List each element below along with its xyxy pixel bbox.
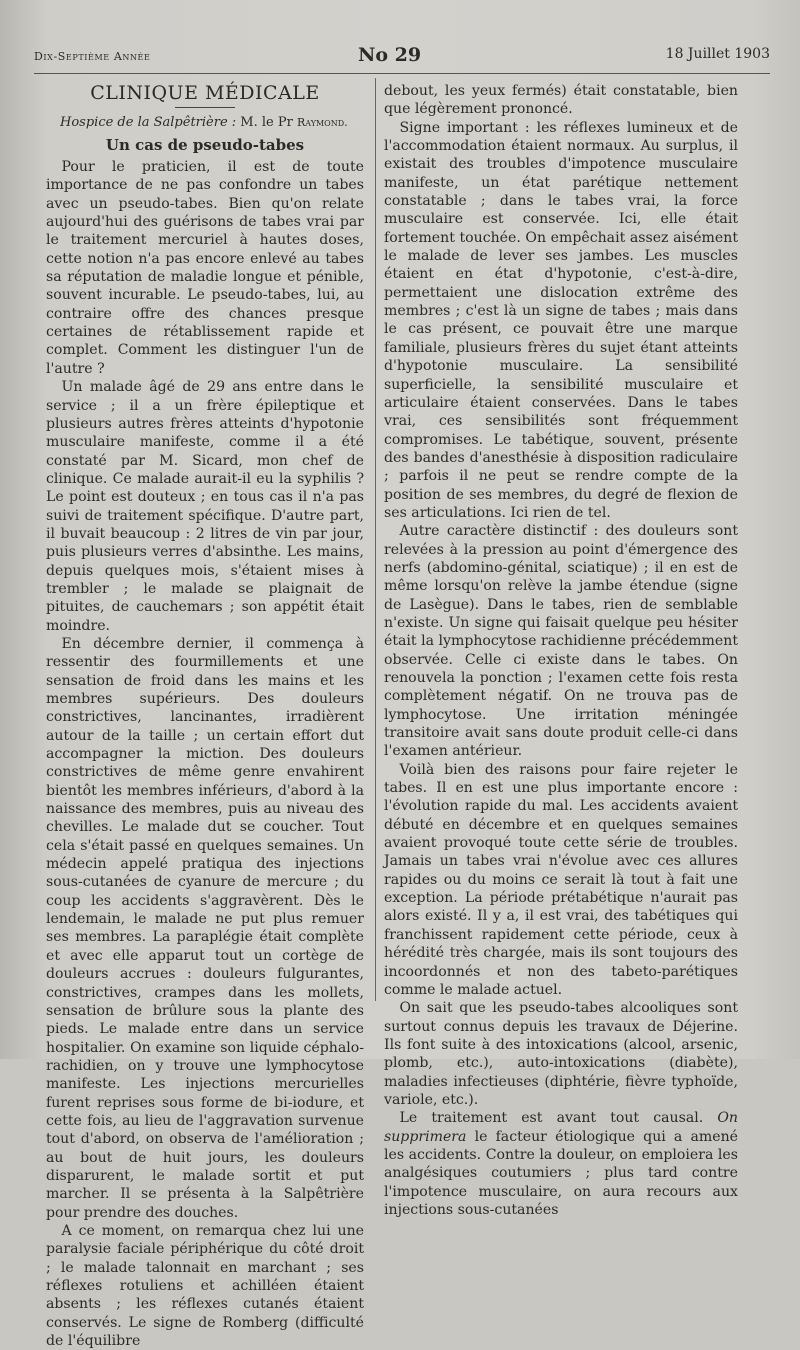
hospice-prefix: M. le Pr bbox=[236, 115, 297, 131]
section-title: CLINIQUE MÉDICALE bbox=[90, 82, 320, 104]
article-title: Un cas de pseudo-tabes bbox=[105, 135, 305, 154]
treatment-start: Le traitement est avant tout causal. bbox=[399, 1110, 718, 1127]
column-divider bbox=[375, 78, 376, 1001]
paragraph: En décembre dernier, il commença à ressentir des fourmillements et une sensation de froid dans les mains et les membres supérieurs. Des douleurs constrictives, lancinantes, irradièrent autour de la taille ; un certain effort dut accompagner la miction. Des douleurs constrictives de même genre envahirent bientôt les membres inférieurs, d'abord à la naissance des membres, puis au niveau des chevilles. Le malade dut se coucher. Tout cela s'était passé en quelques semaines. Un médecin appelé pratiqua des injections sous-cutanées de cyanure de mercure ; du coup les accidents s'aggravèrent. Dès le lendemain, le malade ne put plus remuer ses membres. La paraplégie était complète et avec elle apparut tout un cortège de douleurs accrues : douleurs fulgurantes, constrictives, crampes dans les mollets, sensation de brûlure sous la plante des pieds. Le malade entre dans un service hospitalier. On examine son liquide céphalo-rachidien, on y trouve une lymphocytose manifeste. Les injections mercurielles furent reprises sous forme de bi-iodure, et cette fois, au lieu de l'aggravation survenue tout d'abord, on observa de l'amélioration ; au bout de huit jours, les douleurs disparurent, le malade sortit et put marcher. Il se présenta à la Salpêtrière pour prendre des douches. bbox=[46, 635, 364, 1221]
paragraph-continued: debout, les yeux fermés) était constatable, bien que légèrement prononcé. bbox=[384, 83, 738, 118]
left-column bbox=[46, 82, 364, 1350]
paragraph: Pour le praticien, il est de toute importance de ne pas confondre un tabes avec un pseudo-tabes. Bien qu'on relate aujourd'hui des guérisons de tabes vrai par le traitement mercuriel à hautes doses, cette notion n'a pas encore enlevé au tabes sa réputation de maladie longue et pénible, souvent incurable. Le pseudo-tabes, lui, au contraire offre des chances presque certaines de rétablissement rapide et complet. Comment les distinguer l'un de l'autre ? bbox=[46, 159, 364, 377]
header-date: 18 Juillet 1903 bbox=[665, 46, 770, 62]
paragraph: Signe important : les réflexes lumineux et de l'accommodation étaient normaux. Au surplus, il existait des troubles d'impotence musculaire manifeste, un état parétique nettement constatable ; dans le tabes vrai, la force musculaire est conservée. Ici, elle était fortement touchée. On empêchait assez aisément le malade de lever ses jambes. Les muscles étaient en état d'hypotonie, c'est-à-dire, permettaient une dislocation extrême des membres ; c'est là un signe de tabes ; mais dans le cas présent, ce pouvait être une marque familiale, plusieurs frères du sujet étant atteints d'hypotonie musculaire. La sensibilité superficielle, la sensibilité musculaire et articulaire étaient conservées. Dans le tabes vrai, ces sensibilités sont fréquemment compromises. Le tabétique, souvent, présente des bandes d'anesthésie à disposition radiculaire ; parfois il ne peut se rendre compte de la position de ses membres, du degré de flexion de ses articulations. Ici rien de tel. bbox=[384, 119, 738, 521]
paragraph-treatment bbox=[384, 1109, 738, 1219]
hospice-place: Hospice de la Salpêtrière : bbox=[60, 115, 237, 131]
hospice-author: Raymond. bbox=[296, 116, 348, 130]
paragraph: Un malade âgé de 29 ans entre dans le service ; il a un frère épileptique et plusieurs autres frères atteints d'hypotonie musculaire manifeste, comme il a été constaté par M. Sicard, mon chef de clinique. Ce malade aurait-il eu la syphilis ? Le point est douteux ; en tous cas il n'a pas suivi de traitement spécifique. D'autre part, il buvait beaucoup : 2 litres de vin par jour, puis plusieurs verres d'absinthe. Les mains, depuis quelques mois, s'étaient mises à trembler ; le malade se plaignait de pituites, de cauchemars ; son appétit était moindre. bbox=[46, 379, 364, 634]
header-issue-number: No 29 bbox=[358, 44, 422, 66]
treatment-end: le facteur étiologique qui a amené les accidents. Contre la douleur, on emploiera les analgésiques coutumiers ; plus tard contre l'impotence musculaire, on aura recours aux injections sous-cutanées bbox=[384, 1128, 738, 1218]
paragraph: On sait que les pseudo-tabes alcooliques sont surtout connus depuis les travaux de Déjerine. Ils font suite à des intoxications (alcool, arsenic, plomb, etc.), auto-intoxications (diabète), maladies infectieuses (diphtérie, fièvre typhoïde, variole, etc.). bbox=[384, 1000, 738, 1108]
paragraph: Voilà bien des raisons pour faire rejeter le tabes. Il en est une plus importante encore : l'évolution rapide du mal. Les accidents avaient débuté en décembre et en quelques semaines avaient provoqué toute cette série de troubles. Jamais un tabes vrai n'évolue avec ces allures rapides ou du moins ce serait là tout à fait une exception. La période prétabétique n'aurait pas alors existé. Il y a, il est vrai, des tabétiques qui franchissent rapidement cette période, ceux à hérédité très chargée, mais ils sont toujours des incoordonnés et non des tabeto-parétiques comme le malade actuel. bbox=[384, 761, 738, 998]
paragraph: A ce moment, on remarqua chez lui une paralysie faciale périphérique du côté droit ; le malade talonnait en marchant ; ses réflexes rotuliens et achilléen étaient absents ; les réflexes cutanés étaient conservés. Le signe de Romberg (difficulté de l'équilibre bbox=[46, 1222, 364, 1350]
page-header bbox=[34, 44, 770, 70]
hospice-line bbox=[60, 114, 364, 132]
treatment-emphasis: On supprimera bbox=[384, 1110, 738, 1145]
right-column bbox=[384, 82, 738, 1219]
header-year: Dix-Septième Année bbox=[34, 50, 151, 63]
title-rule bbox=[175, 107, 235, 108]
header-rule bbox=[34, 73, 770, 74]
paragraph: Autre caractère distinctif : des douleurs sont relevées à la pression au point d'émergence des nerfs (abdomino-génital, sciatique) ; il en est de même lorsqu'on relève la jambe étendue (signe de Lasègue). Dans le tabes, rien de semblable n'existe. Un signe qui faisait quelque peu hésiter était la lymphocytose rachidienne précédemment observée. Celle ci existe dans le tabes. On renouvela la ponction ; l'examen cette fois resta complètement négatif. On ne trouva pas de lymphocytose. Une irritation méningée transitoire avait sans doute produit celle-ci dans l'examen antérieur. bbox=[384, 523, 738, 760]
